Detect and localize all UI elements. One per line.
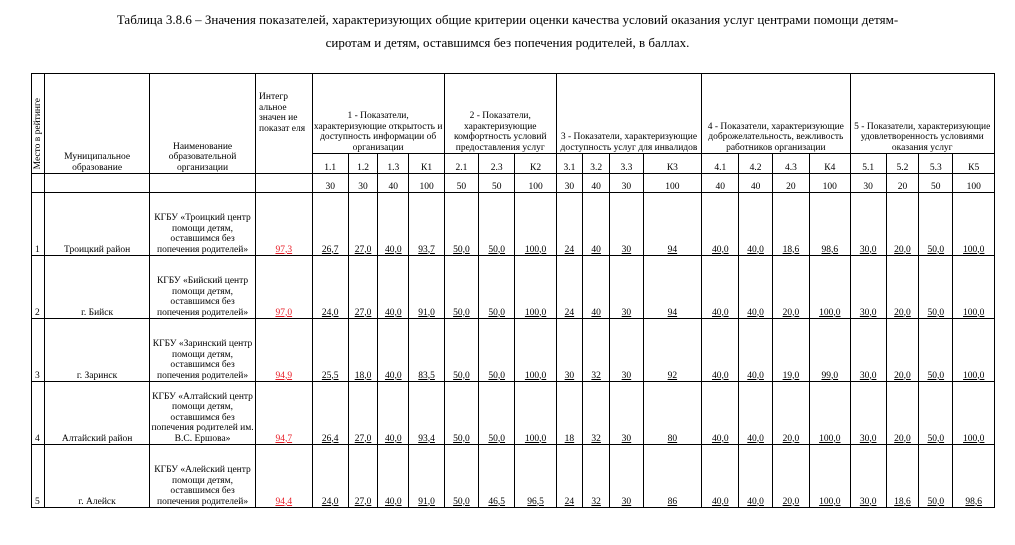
integral-cell: 94,9 bbox=[256, 319, 313, 382]
header-code-cell: К2 bbox=[515, 154, 556, 174]
table-body bbox=[32, 193, 995, 508]
header-max-cell: 20 bbox=[886, 174, 918, 193]
score-cell: 20,0 bbox=[886, 256, 918, 319]
header-max-cell: 30 bbox=[556, 174, 582, 193]
header-code-cell: 2.1 bbox=[444, 154, 478, 174]
score-cell: 18,6 bbox=[886, 445, 918, 508]
score-cell: 91,0 bbox=[409, 256, 444, 319]
header-code-cell: 3.2 bbox=[583, 154, 610, 174]
score-cell: 20,0 bbox=[772, 445, 809, 508]
score-cell: 20,0 bbox=[886, 319, 918, 382]
header-max-cell: 40 bbox=[583, 174, 610, 193]
org-name-cell: КГБУ «Алейский центр помощи детям, оставшимся без попечения родителей» bbox=[150, 445, 256, 508]
score-cell: 100,0 bbox=[953, 319, 995, 382]
score-cell: 26,7 bbox=[312, 193, 348, 256]
municipality-cell: г. Заринск bbox=[45, 319, 150, 382]
score-cell: 50,0 bbox=[444, 193, 478, 256]
score-cell: 50,0 bbox=[919, 382, 953, 445]
score-cell: 98,6 bbox=[810, 193, 850, 256]
score-cell: 100,0 bbox=[515, 382, 556, 445]
score-cell: 26,4 bbox=[312, 382, 348, 445]
score-cell: 30,0 bbox=[850, 382, 886, 445]
header-code-cell: 3.3 bbox=[610, 154, 643, 174]
score-cell: 40,0 bbox=[739, 193, 772, 256]
header-code-cell: 1.1 bbox=[312, 154, 348, 174]
score-cell: 93,4 bbox=[409, 382, 444, 445]
rank-cell: 3 bbox=[32, 319, 45, 382]
score-cell: 50,0 bbox=[479, 382, 515, 445]
score-cell: 25,5 bbox=[312, 319, 348, 382]
header-rank: Место в рейтинге bbox=[32, 74, 45, 174]
score-cell: 30 bbox=[556, 319, 582, 382]
header-max-cell: 40 bbox=[739, 174, 772, 193]
score-cell: 20,0 bbox=[772, 382, 809, 445]
score-cell: 94 bbox=[643, 256, 702, 319]
header-max-cell: 30 bbox=[850, 174, 886, 193]
score-cell: 100,0 bbox=[515, 319, 556, 382]
score-cell: 50,0 bbox=[919, 319, 953, 382]
municipality-cell: Алтайский район bbox=[45, 382, 150, 445]
integral-cell: 94,4 bbox=[256, 445, 313, 508]
score-cell: 40,0 bbox=[702, 382, 739, 445]
header-max-cell: 30 bbox=[610, 174, 643, 193]
score-cell: 40,0 bbox=[739, 445, 772, 508]
header-max-cell: 100 bbox=[409, 174, 444, 193]
score-cell: 40,0 bbox=[378, 445, 409, 508]
header-row-max bbox=[32, 174, 995, 193]
score-cell: 24 bbox=[556, 193, 582, 256]
score-cell: 24 bbox=[556, 445, 582, 508]
score-cell: 30,0 bbox=[850, 193, 886, 256]
header-code-cell: 1.3 bbox=[378, 154, 409, 174]
header-code-cell: 2.3 bbox=[479, 154, 515, 174]
score-cell: 18,6 bbox=[772, 193, 809, 256]
score-cell: 100,0 bbox=[953, 193, 995, 256]
municipality-cell: Троицкий район bbox=[45, 193, 150, 256]
score-cell: 40,0 bbox=[739, 382, 772, 445]
score-cell: 40,0 bbox=[378, 382, 409, 445]
score-cell: 40,0 bbox=[702, 445, 739, 508]
score-cell: 30,0 bbox=[850, 319, 886, 382]
header-max-cell: 50 bbox=[919, 174, 953, 193]
org-name-cell: КГБУ «Бийский центр помощи детям, оставшимся без попечения родителей» bbox=[150, 256, 256, 319]
integral-cell: 94,7 bbox=[256, 382, 313, 445]
score-cell: 96,5 bbox=[515, 445, 556, 508]
score-cell: 24,0 bbox=[312, 256, 348, 319]
score-cell: 50,0 bbox=[919, 256, 953, 319]
score-cell: 30,0 bbox=[850, 256, 886, 319]
header-code-cell: 5.3 bbox=[919, 154, 953, 174]
header-max-cell: 40 bbox=[378, 174, 409, 193]
table-row bbox=[32, 382, 995, 445]
score-cell: 40,0 bbox=[702, 193, 739, 256]
header-code-cell: 4.1 bbox=[702, 154, 739, 174]
caption-line-2: сиротам и детям, оставшимся без попечения родителей, в баллах. bbox=[325, 35, 690, 50]
score-cell: 92 bbox=[643, 319, 702, 382]
header-max-cell: 20 bbox=[772, 174, 809, 193]
table-row bbox=[32, 193, 995, 256]
score-cell: 30 bbox=[610, 319, 643, 382]
integral-cell: 97,0 bbox=[256, 256, 313, 319]
header-code-cell: 1.2 bbox=[348, 154, 377, 174]
org-name-cell: КГБУ «Алтайский центр помощи детям, оставшимся без попечения родителей им. В.С. Ершова» bbox=[150, 382, 256, 445]
score-cell: 32 bbox=[583, 382, 610, 445]
empty-cell bbox=[32, 174, 45, 193]
score-cell: 20,0 bbox=[886, 382, 918, 445]
score-cell: 100,0 bbox=[810, 256, 850, 319]
score-cell: 24,0 bbox=[312, 445, 348, 508]
header-max-cell: 50 bbox=[479, 174, 515, 193]
header-max-cell: 30 bbox=[348, 174, 377, 193]
score-cell: 30 bbox=[610, 256, 643, 319]
header-max-cell: 50 bbox=[444, 174, 478, 193]
score-cell: 18 bbox=[556, 382, 582, 445]
score-cell: 50,0 bbox=[444, 319, 478, 382]
score-cell: 100,0 bbox=[810, 445, 850, 508]
header-row-groups bbox=[32, 74, 995, 154]
rank-cell: 5 bbox=[32, 445, 45, 508]
rank-cell: 2 bbox=[32, 256, 45, 319]
header-code-cell: К4 bbox=[810, 154, 850, 174]
table-row bbox=[32, 445, 995, 508]
header-max-cell: 40 bbox=[702, 174, 739, 193]
header-group-2: 2 - Показатели, характеризующие комфортность условий предоставления услуг bbox=[444, 74, 556, 154]
score-cell: 32 bbox=[583, 319, 610, 382]
score-cell: 27,0 bbox=[348, 193, 377, 256]
score-cell: 20,0 bbox=[772, 256, 809, 319]
header-code-cell: 4.3 bbox=[772, 154, 809, 174]
header-max-cell: 100 bbox=[810, 174, 850, 193]
score-cell: 32 bbox=[583, 445, 610, 508]
header-municipality: Муниципальное образование bbox=[45, 74, 150, 174]
org-name-cell: КГБУ «Троицкий центр помощи детям, оставшимся без попечения родителей» bbox=[150, 193, 256, 256]
score-cell: 50,0 bbox=[444, 256, 478, 319]
score-cell: 50,0 bbox=[479, 319, 515, 382]
score-cell: 46,5 bbox=[479, 445, 515, 508]
header-code-cell: К5 bbox=[953, 154, 995, 174]
table-row bbox=[32, 319, 995, 382]
header-group-4: 4 - Показатели, характеризующие доброжелательность, вежливость работников организации bbox=[702, 74, 850, 154]
score-cell: 98,6 bbox=[953, 445, 995, 508]
header-max-cell: 100 bbox=[515, 174, 556, 193]
header-integral: Интегр альное значен ие показат еля bbox=[256, 74, 313, 174]
score-cell: 30,0 bbox=[850, 445, 886, 508]
score-cell: 40 bbox=[583, 256, 610, 319]
score-cell: 94 bbox=[643, 193, 702, 256]
integral-cell: 97,3 bbox=[256, 193, 313, 256]
score-cell: 40,0 bbox=[378, 319, 409, 382]
header-group-3: 3 - Показатели, характеризующие доступность услуг для инвалидов bbox=[556, 74, 701, 154]
score-cell: 91,0 bbox=[409, 445, 444, 508]
score-cell: 50,0 bbox=[479, 193, 515, 256]
municipality-cell: г. Бийск bbox=[45, 256, 150, 319]
score-cell: 93,7 bbox=[409, 193, 444, 256]
score-cell: 40,0 bbox=[378, 193, 409, 256]
table-caption bbox=[0, 0, 1015, 54]
header-code-cell: 4.2 bbox=[739, 154, 772, 174]
score-cell: 20,0 bbox=[886, 193, 918, 256]
municipality-cell: г. Алейск bbox=[45, 445, 150, 508]
score-cell: 100,0 bbox=[953, 256, 995, 319]
score-cell: 30 bbox=[610, 193, 643, 256]
score-cell: 83,5 bbox=[409, 319, 444, 382]
score-cell: 100,0 bbox=[953, 382, 995, 445]
score-cell: 99,0 bbox=[810, 319, 850, 382]
caption-line-1: Таблица 3.8.6 – Значения показателей, характеризующих общие критерии оценки качества условий оказания услуг центрами помощи детям- bbox=[116, 12, 899, 27]
score-cell: 27,0 bbox=[348, 382, 377, 445]
header-code-cell: К1 bbox=[409, 154, 444, 174]
score-cell: 27,0 bbox=[348, 256, 377, 319]
rank-cell: 4 bbox=[32, 382, 45, 445]
score-cell: 40,0 bbox=[378, 256, 409, 319]
score-cell: 50,0 bbox=[444, 382, 478, 445]
score-cell: 40 bbox=[583, 193, 610, 256]
score-cell: 50,0 bbox=[444, 445, 478, 508]
score-cell: 100,0 bbox=[515, 256, 556, 319]
empty-cell bbox=[150, 174, 256, 193]
score-cell: 40,0 bbox=[739, 319, 772, 382]
header-max-cell: 30 bbox=[312, 174, 348, 193]
header-code-cell: 3.1 bbox=[556, 154, 582, 174]
score-cell: 40,0 bbox=[739, 256, 772, 319]
score-cell: 100,0 bbox=[810, 382, 850, 445]
header-code-cell: 5.1 bbox=[850, 154, 886, 174]
header-max-cell: 100 bbox=[953, 174, 995, 193]
ratings-table bbox=[31, 73, 995, 508]
score-cell: 50,0 bbox=[479, 256, 515, 319]
header-code-cell: К3 bbox=[643, 154, 702, 174]
score-cell: 24 bbox=[556, 256, 582, 319]
rank-cell: 1 bbox=[32, 193, 45, 256]
empty-cell bbox=[45, 174, 150, 193]
header-org-name: Наименование образовательной организации bbox=[150, 74, 256, 174]
score-cell: 19,0 bbox=[772, 319, 809, 382]
org-name-cell: КГБУ «Заринский центр помощи детям, оставшимся без попечения родителей» bbox=[150, 319, 256, 382]
header-max-cell: 100 bbox=[643, 174, 702, 193]
score-cell: 30 bbox=[610, 445, 643, 508]
score-cell: 80 bbox=[643, 382, 702, 445]
header-group-5: 5 - Показатели, характеризующие удовлетворенность условиями оказания услуг bbox=[850, 74, 995, 154]
score-cell: 27,0 bbox=[348, 445, 377, 508]
score-cell: 86 bbox=[643, 445, 702, 508]
score-cell: 30 bbox=[610, 382, 643, 445]
header-code-cell: 5.2 bbox=[886, 154, 918, 174]
score-cell: 50,0 bbox=[919, 445, 953, 508]
score-cell: 40,0 bbox=[702, 319, 739, 382]
score-cell: 100,0 bbox=[515, 193, 556, 256]
score-cell: 18,0 bbox=[348, 319, 377, 382]
score-cell: 40,0 bbox=[702, 256, 739, 319]
score-cell: 50,0 bbox=[919, 193, 953, 256]
header-group-1: 1 - Показатели, характеризующие открытость и доступность информации об организации bbox=[312, 74, 444, 154]
table-row bbox=[32, 256, 995, 319]
empty-cell bbox=[256, 174, 313, 193]
